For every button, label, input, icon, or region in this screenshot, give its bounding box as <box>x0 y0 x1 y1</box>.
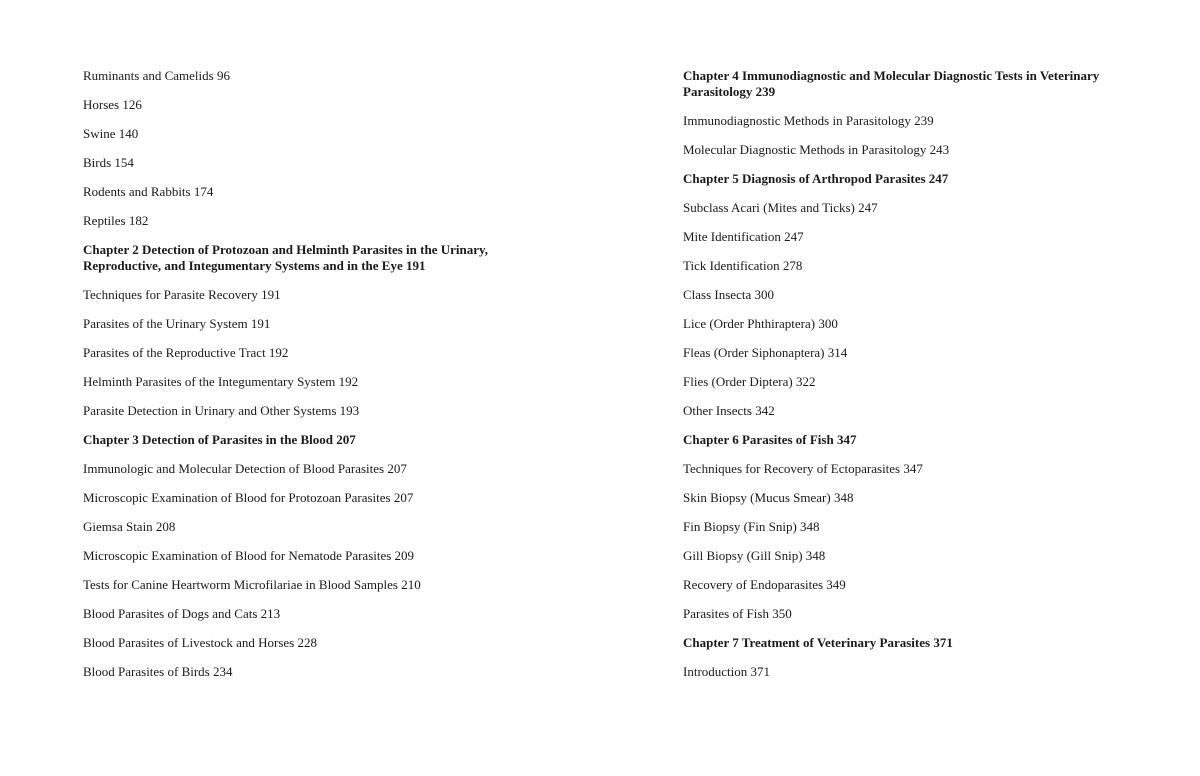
toc-entry: Parasite Detection in Urinary and Other Systems 193 <box>83 403 360 418</box>
toc-entry: Fin Biopsy (Fin Snip) 348 <box>683 519 820 534</box>
toc-entry: Skin Biopsy (Mucus Smear) 348 <box>683 490 854 505</box>
toc-chapter-heading: Chapter 2 Detection of Protozoan and Helminth Parasites in the Urinary, Reproductive, and Integumentary Systems and in the Eye 191 <box>83 242 489 273</box>
toc-entry: Blood Parasites of Birds 234 <box>83 664 233 679</box>
toc-right-column <box>683 68 1123 693</box>
toc-entry: Giemsa Stain 208 <box>83 519 176 534</box>
toc-entry: Parasites of the Reproductive Tract 192 <box>83 345 289 360</box>
toc-chapter-heading: Chapter 6 Parasites of Fish 347 <box>683 432 857 447</box>
toc-entry: Mite Identification 247 <box>683 229 804 244</box>
toc-entry: Techniques for Parasite Recovery 191 <box>83 287 281 302</box>
toc-entry: Fleas (Order Siphonaptera) 314 <box>683 345 848 360</box>
toc-entry: Parasites of the Urinary System 191 <box>83 316 271 331</box>
toc-entry: Subclass Acari (Mites and Ticks) 247 <box>683 200 878 215</box>
toc-chapter-heading: Chapter 4 Immunodiagnostic and Molecular Diagnostic Tests in Veterinary Parasitology 239 <box>683 68 1100 99</box>
toc-entry: Other Insects 342 <box>683 403 775 418</box>
toc-chapter-heading: Chapter 3 Detection of Parasites in the Blood 207 <box>83 432 356 447</box>
toc-entry: Immunodiagnostic Methods in Parasitology 239 <box>683 113 934 128</box>
toc-entry: Parasites of Fish 350 <box>683 606 792 621</box>
toc-entry: Techniques for Recovery of Ectoparasites 347 <box>683 461 923 476</box>
toc-entry: Gill Biopsy (Gill Snip) 348 <box>683 548 826 563</box>
toc-entry: Helminth Parasites of the Integumentary System 192 <box>83 374 359 389</box>
toc-left-column <box>83 68 553 693</box>
toc-entry: Ruminants and Camelids 96 <box>83 68 230 83</box>
toc-entry: Recovery of Endoparasites 349 <box>683 577 846 592</box>
toc-entry: Lice (Order Phthiraptera) 300 <box>683 316 838 331</box>
toc-entry: Blood Parasites of Dogs and Cats 213 <box>83 606 281 621</box>
toc-entry: Introduction 371 <box>683 664 771 679</box>
toc-entry: Blood Parasites of Livestock and Horses 228 <box>83 635 317 650</box>
toc-entry: Microscopic Examination of Blood for Protozoan Parasites 207 <box>83 490 414 505</box>
toc-entry: Reptiles 182 <box>83 213 149 228</box>
toc-entry: Class Insecta 300 <box>683 287 774 302</box>
toc-entry: Tests for Canine Heartworm Microfilariae in Blood Samples 210 <box>83 577 421 592</box>
toc-chapter-heading: Chapter 5 Diagnosis of Arthropod Parasites 247 <box>683 171 949 186</box>
toc-chapter-heading: Chapter 7 Treatment of Veterinary Parasites 371 <box>683 635 953 650</box>
toc-entry: Flies (Order Diptera) 322 <box>683 374 816 389</box>
toc-entry: Birds 154 <box>83 155 134 170</box>
toc-entry: Rodents and Rabbits 174 <box>83 184 214 199</box>
toc-entry: Microscopic Examination of Blood for Nematode Parasites 209 <box>83 548 415 563</box>
toc-entry: Swine 140 <box>83 126 139 141</box>
toc-entry: Horses 126 <box>83 97 142 112</box>
toc-entry: Tick Identification 278 <box>683 258 803 273</box>
toc-entry: Molecular Diagnostic Methods in Parasitology 243 <box>683 142 950 157</box>
toc-entry: Immunologic and Molecular Detection of Blood Parasites 207 <box>83 461 407 476</box>
